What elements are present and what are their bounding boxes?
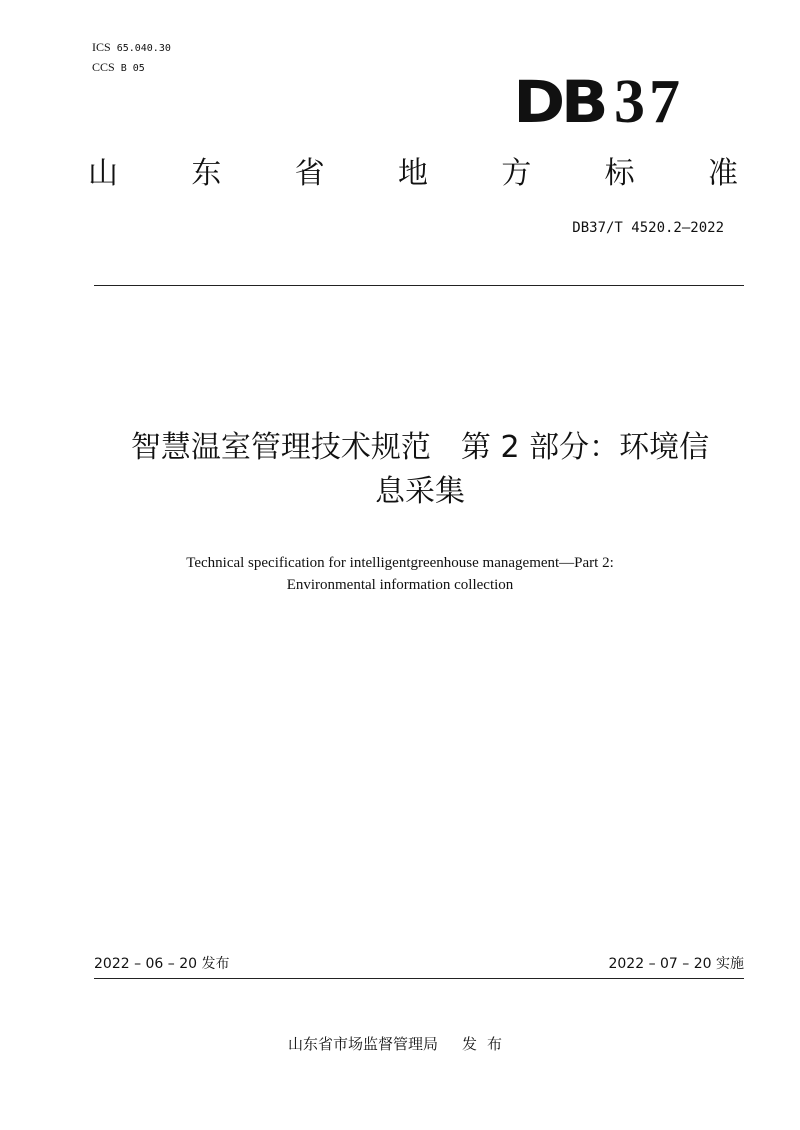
publisher-line bbox=[0, 1034, 800, 1054]
chinese-title-line-1: 智慧温室管理技术规范 第 2 部分：环境信 bbox=[130, 430, 710, 465]
chinese-title-line-2: 息采集 bbox=[375, 474, 465, 509]
ccs-code-line bbox=[92, 60, 145, 76]
standard-type-title bbox=[88, 152, 738, 196]
english-title bbox=[80, 552, 720, 596]
standard-type-char: 方 bbox=[501, 156, 532, 191]
publisher-action: 发布 bbox=[462, 1035, 513, 1053]
standard-number: DB37/T 4520.2—2022 bbox=[572, 220, 724, 236]
db-logo-number: 37 bbox=[614, 68, 684, 136]
bottom-divider bbox=[94, 978, 744, 979]
standard-type-char: 标 bbox=[604, 156, 635, 191]
standard-type-char: 准 bbox=[707, 156, 738, 191]
ccs-code: B 05 bbox=[120, 63, 145, 74]
top-divider bbox=[94, 285, 744, 286]
publisher-name: 山东省市场监督管理局 bbox=[287, 1035, 438, 1053]
db37-logo bbox=[512, 62, 684, 136]
implementation-date: 2022 – 07 – 20 实施 bbox=[608, 956, 744, 972]
standard-type-char: 省 bbox=[294, 156, 325, 191]
standard-type-char: 东 bbox=[191, 156, 222, 191]
ccs-label: CCS bbox=[92, 60, 115, 74]
ics-code-line bbox=[92, 40, 171, 56]
ics-label: ICS bbox=[92, 40, 111, 54]
chinese-title bbox=[80, 426, 760, 514]
english-title-line-1: Technical specification for intelligentgreenhouse management—Part 2: bbox=[186, 555, 614, 571]
issue-date: 2022 – 06 – 20 发布 bbox=[94, 956, 230, 972]
english-title-line-2: Environmental information collection bbox=[286, 577, 514, 593]
standard-type-char: 地 bbox=[397, 156, 428, 191]
ics-code: 65.040.30 bbox=[116, 43, 171, 54]
standard-type-char: 山 bbox=[88, 156, 118, 191]
db-logo-letters: DB bbox=[512, 68, 604, 136]
